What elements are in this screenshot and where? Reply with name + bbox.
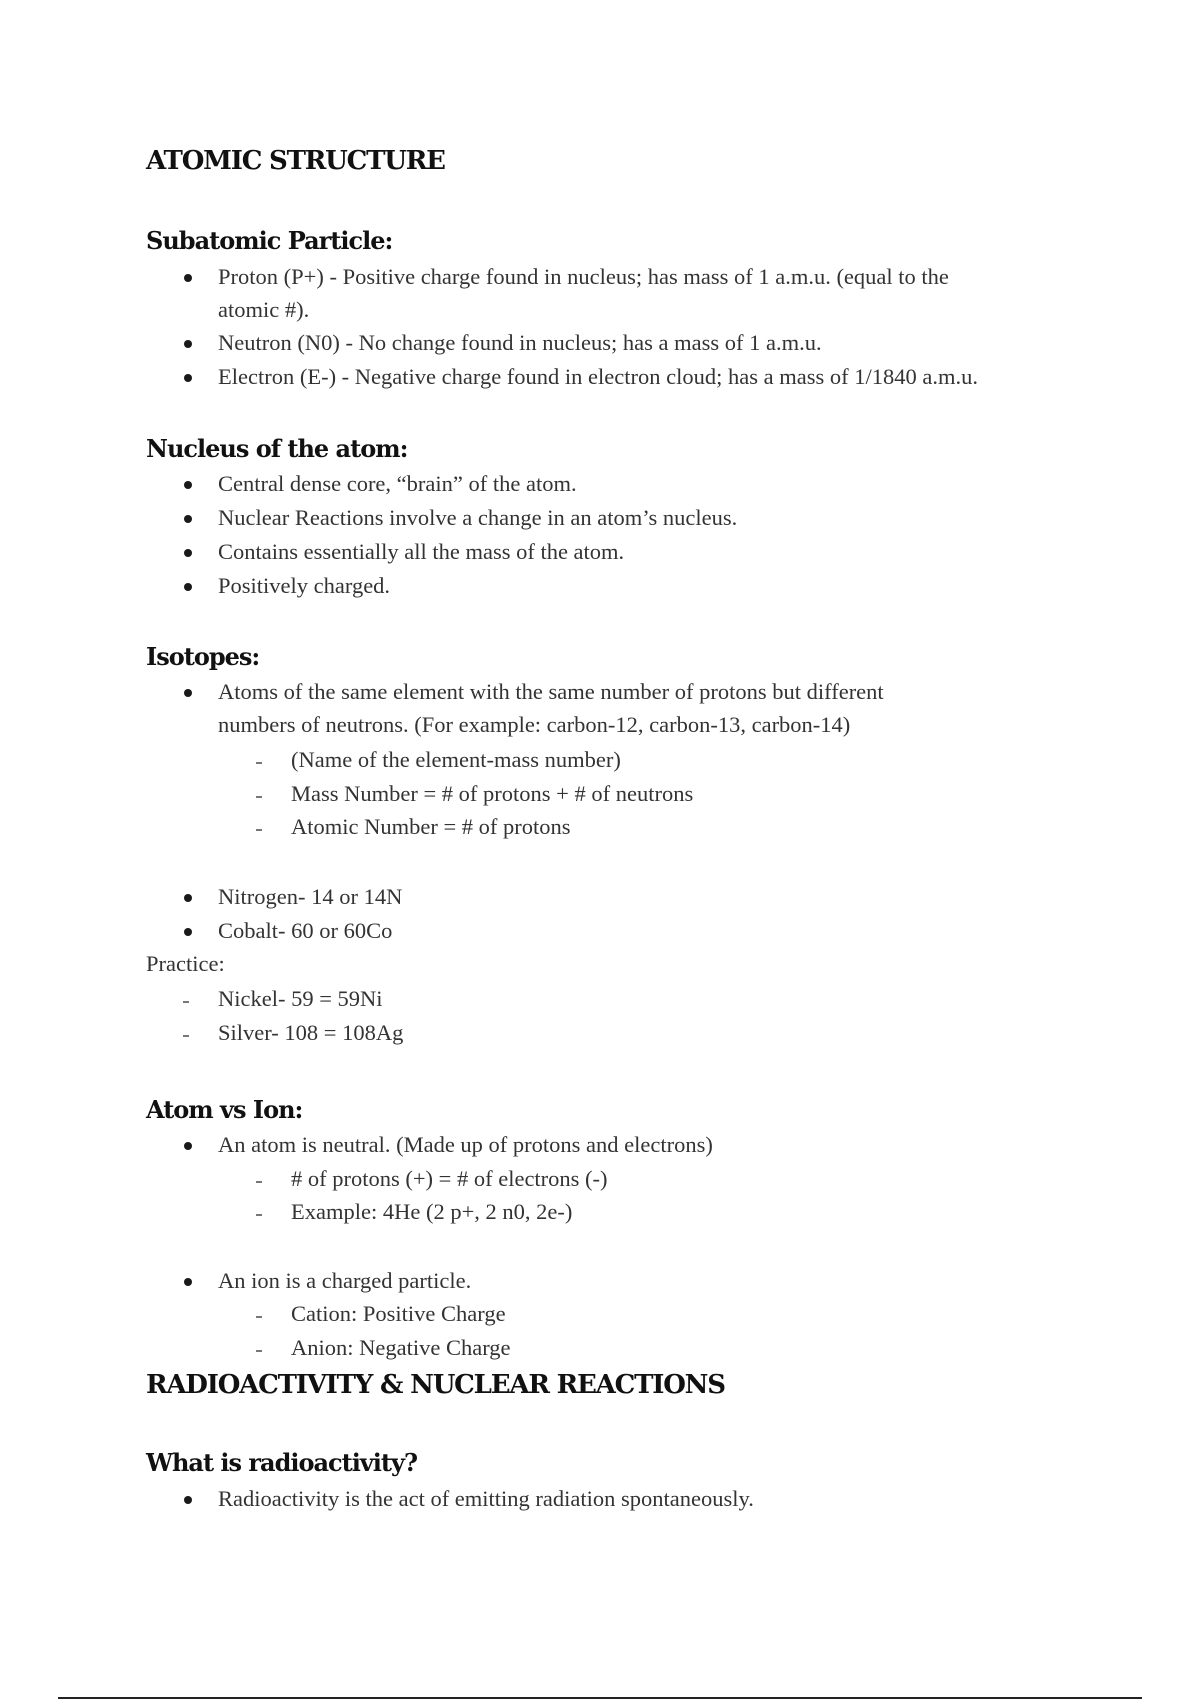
bullet-icon <box>184 340 192 348</box>
list-item: Positively charged. <box>218 573 391 598</box>
bullet-icon <box>184 1278 192 1286</box>
list-item: Cobalt- 60 or 60Co <box>218 918 393 943</box>
sub-list-item: Example: 4He (2 p+, 2 n0, 2e-) <box>291 1199 573 1224</box>
list-item: Atoms of the same element with the same number of protons but different <box>218 679 884 704</box>
bullet-icon <box>184 515 192 523</box>
sub-list-item: (Name of the element-mass number) <box>291 747 621 772</box>
bullet-icon <box>184 549 192 557</box>
heading-isotopes: Isotopes: <box>146 642 260 671</box>
practice-label: Practice: <box>146 951 225 976</box>
practice-item: Nickel- 59 = 59Ni <box>218 986 383 1011</box>
dash-icon <box>256 796 262 798</box>
list-item: Electron (E-) - Negative charge found in electron cloud; has a mass of 1/1840 a.m.u. <box>218 364 978 389</box>
section-title-radioactivity: RADIOACTIVITY & NUCLEAR REACTIONS <box>146 1370 725 1400</box>
dash-icon <box>256 829 262 831</box>
sub-list-item: # of protons (+) = # of electrons (-) <box>291 1166 608 1191</box>
list-item-continuation: numbers of neutrons. (For example: carbon-12, carbon-13, carbon-14) <box>218 712 851 737</box>
heading-atom-vs-ion: Atom vs Ion: <box>146 1095 303 1124</box>
dash-icon <box>183 1035 189 1037</box>
heading-nucleus: Nucleus of the atom: <box>146 434 408 463</box>
list-item: Nuclear Reactions involve a change in an atom’s nucleus. <box>218 505 738 530</box>
list-item: Neutron (N0) - No change found in nucleus; has a mass of 1 a.m.u. <box>218 330 822 355</box>
bullet-icon <box>184 481 192 489</box>
list-item: Central dense core, “brain” of the atom. <box>218 471 577 496</box>
bullet-icon <box>184 1496 192 1504</box>
dash-icon <box>256 1214 262 1216</box>
bullet-icon <box>184 689 192 697</box>
list-item: An ion is a charged particle. <box>218 1268 472 1293</box>
dash-icon <box>183 1001 189 1003</box>
list-item: Contains essentially all the mass of the atom. <box>218 539 625 564</box>
bullet-icon <box>184 1142 192 1150</box>
practice-item: Silver- 108 = 108Ag <box>218 1020 404 1045</box>
bullet-icon <box>184 374 192 382</box>
list-item: An atom is neutral. (Made up of protons and electrons) <box>218 1132 713 1157</box>
list-item: Radioactivity is the act of emitting radiation spontaneously. <box>218 1486 754 1511</box>
list-item: Proton (P+) - Positive charge found in nucleus; has mass of 1 a.m.u. (equal to the <box>218 264 949 289</box>
sub-list-item: Anion: Negative Charge <box>291 1335 511 1360</box>
bullet-icon <box>184 894 192 902</box>
sub-list-item: Mass Number = # of protons + # of neutrons <box>291 781 694 806</box>
dash-icon <box>256 762 262 764</box>
dash-icon <box>256 1181 262 1183</box>
bullet-icon <box>184 274 192 282</box>
footer-rule <box>58 1697 1142 1699</box>
bullet-icon <box>184 928 192 936</box>
list-item-continuation: atomic #). <box>218 297 310 322</box>
sub-list-item: Cation: Positive Charge <box>291 1301 506 1326</box>
heading-subatomic-particle: Subatomic Particle: <box>146 226 393 255</box>
heading-what-is-radioactivity: What is radioactivity? <box>146 1448 418 1477</box>
bullet-icon <box>184 583 192 591</box>
section-title-atomic-structure: ATOMIC STRUCTURE <box>146 146 445 176</box>
dash-icon <box>256 1316 262 1318</box>
list-item: Nitrogen- 14 or 14N <box>218 884 403 909</box>
sub-list-item: Atomic Number = # of protons <box>291 814 571 839</box>
dash-icon <box>256 1350 262 1352</box>
